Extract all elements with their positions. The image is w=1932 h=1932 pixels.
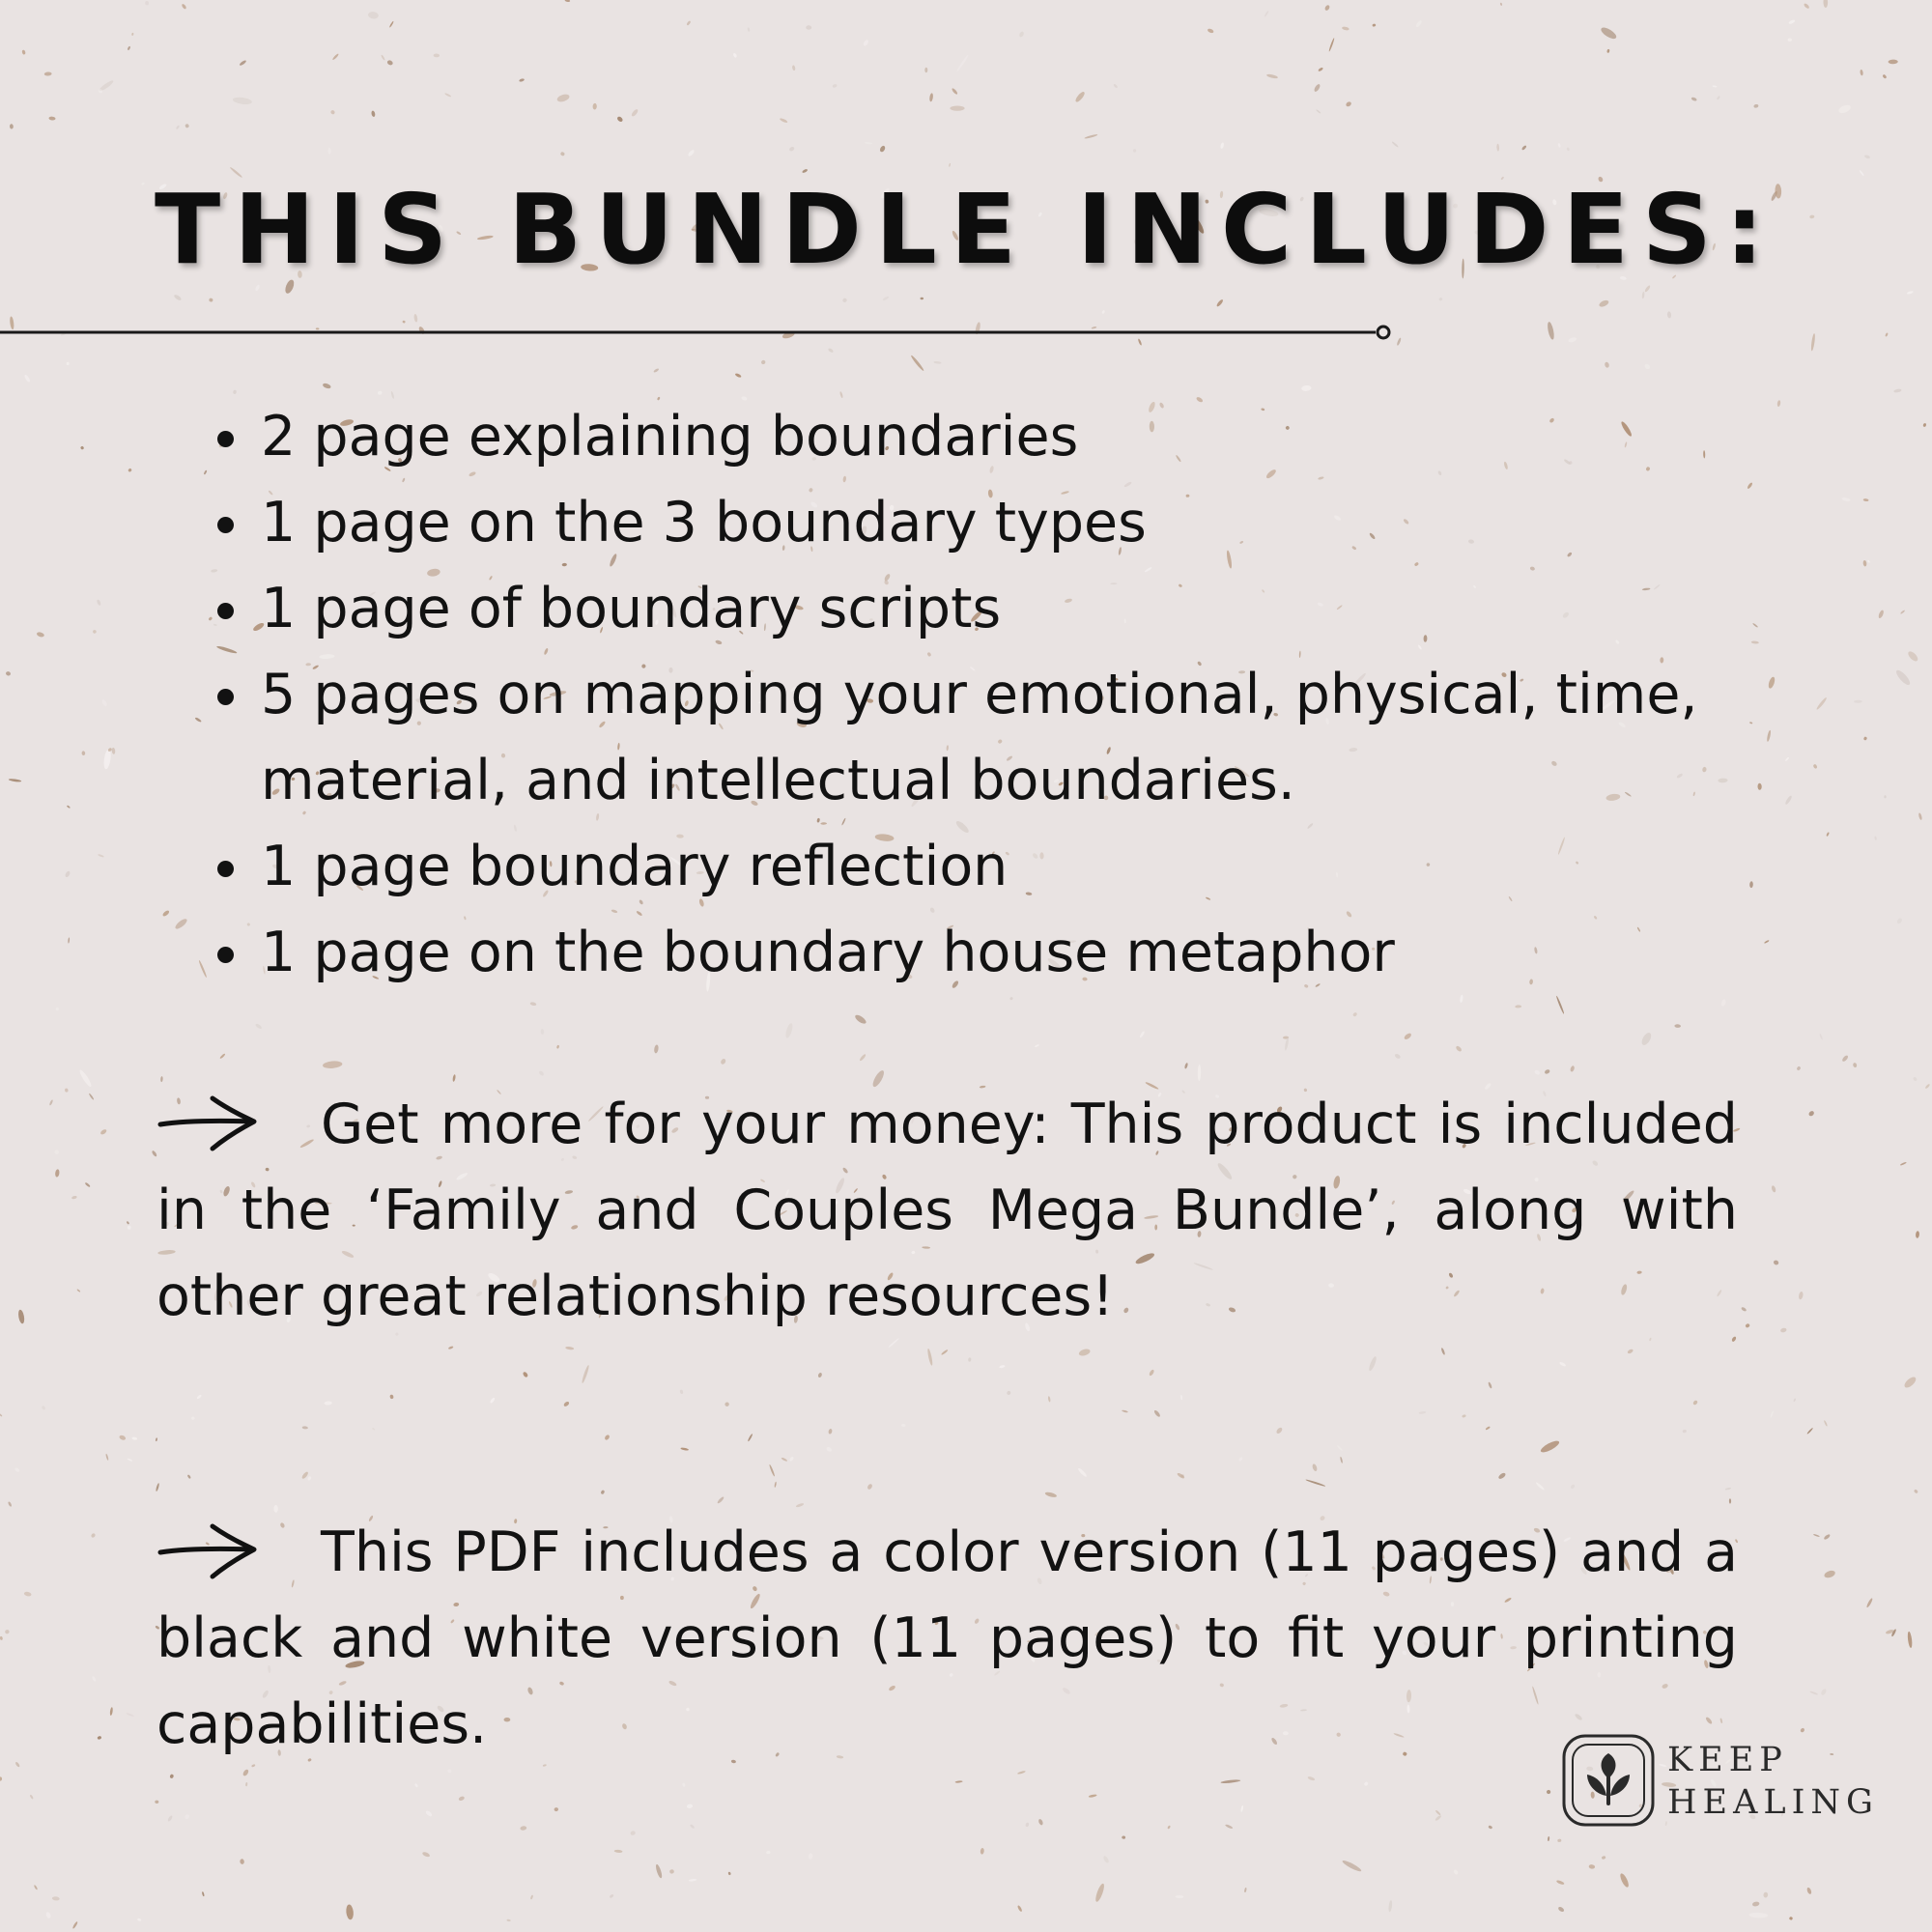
brand-line-1: KEEP [1667, 1741, 1788, 1779]
list-item-text: 1 page on the 3 boundary types [261, 491, 1147, 554]
bullet-dot [217, 431, 234, 447]
bullet-dot [217, 947, 234, 963]
arrow-right-icon [156, 1522, 263, 1580]
list-item-text: 1 page of boundary scripts [261, 577, 1002, 640]
list-item-text: 1 page on the boundary house metaphor [261, 921, 1395, 984]
arrow-right-icon [156, 1094, 263, 1152]
list-item-text: 5 pages on mapping your emotional, physical, time, material, and intellectual boundaries. [261, 663, 1698, 812]
bullet-dot [217, 689, 234, 705]
bundle-contents-list [213, 394, 1739, 996]
list-item [213, 394, 1739, 480]
mega-bundle-note [156, 1082, 1738, 1340]
bullet-dot [217, 603, 234, 619]
brand-wordmark [1667, 1739, 1879, 1824]
bullet-dot [217, 517, 234, 533]
bullet-dot [217, 861, 234, 877]
keep-healing-logo-icon [1560, 1732, 1657, 1829]
list-item [213, 566, 1739, 652]
list-item-text: 1 page boundary reflection [261, 835, 1009, 898]
pdf-versions-note [156, 1510, 1738, 1768]
list-item-text: 2 page explaining boundaries [261, 405, 1079, 469]
mega-bundle-text: Get more for your money: This product is included in the ‘Family and Couples Mega Bundle’, along with other great relationship resources! [156, 1093, 1738, 1328]
list-item [213, 910, 1739, 996]
list-item [213, 824, 1739, 910]
title-divider [0, 325, 1396, 340]
list-item [213, 480, 1739, 566]
page-title: THIS BUNDLE INCLUDES: [155, 173, 1777, 286]
brand-line-2: HEALING [1667, 1783, 1879, 1822]
list-item [213, 652, 1739, 824]
pdf-versions-text: This PDF includes a color version (11 pages) and a black and white version (11 pages) to fit your printing capabilities. [156, 1520, 1738, 1756]
